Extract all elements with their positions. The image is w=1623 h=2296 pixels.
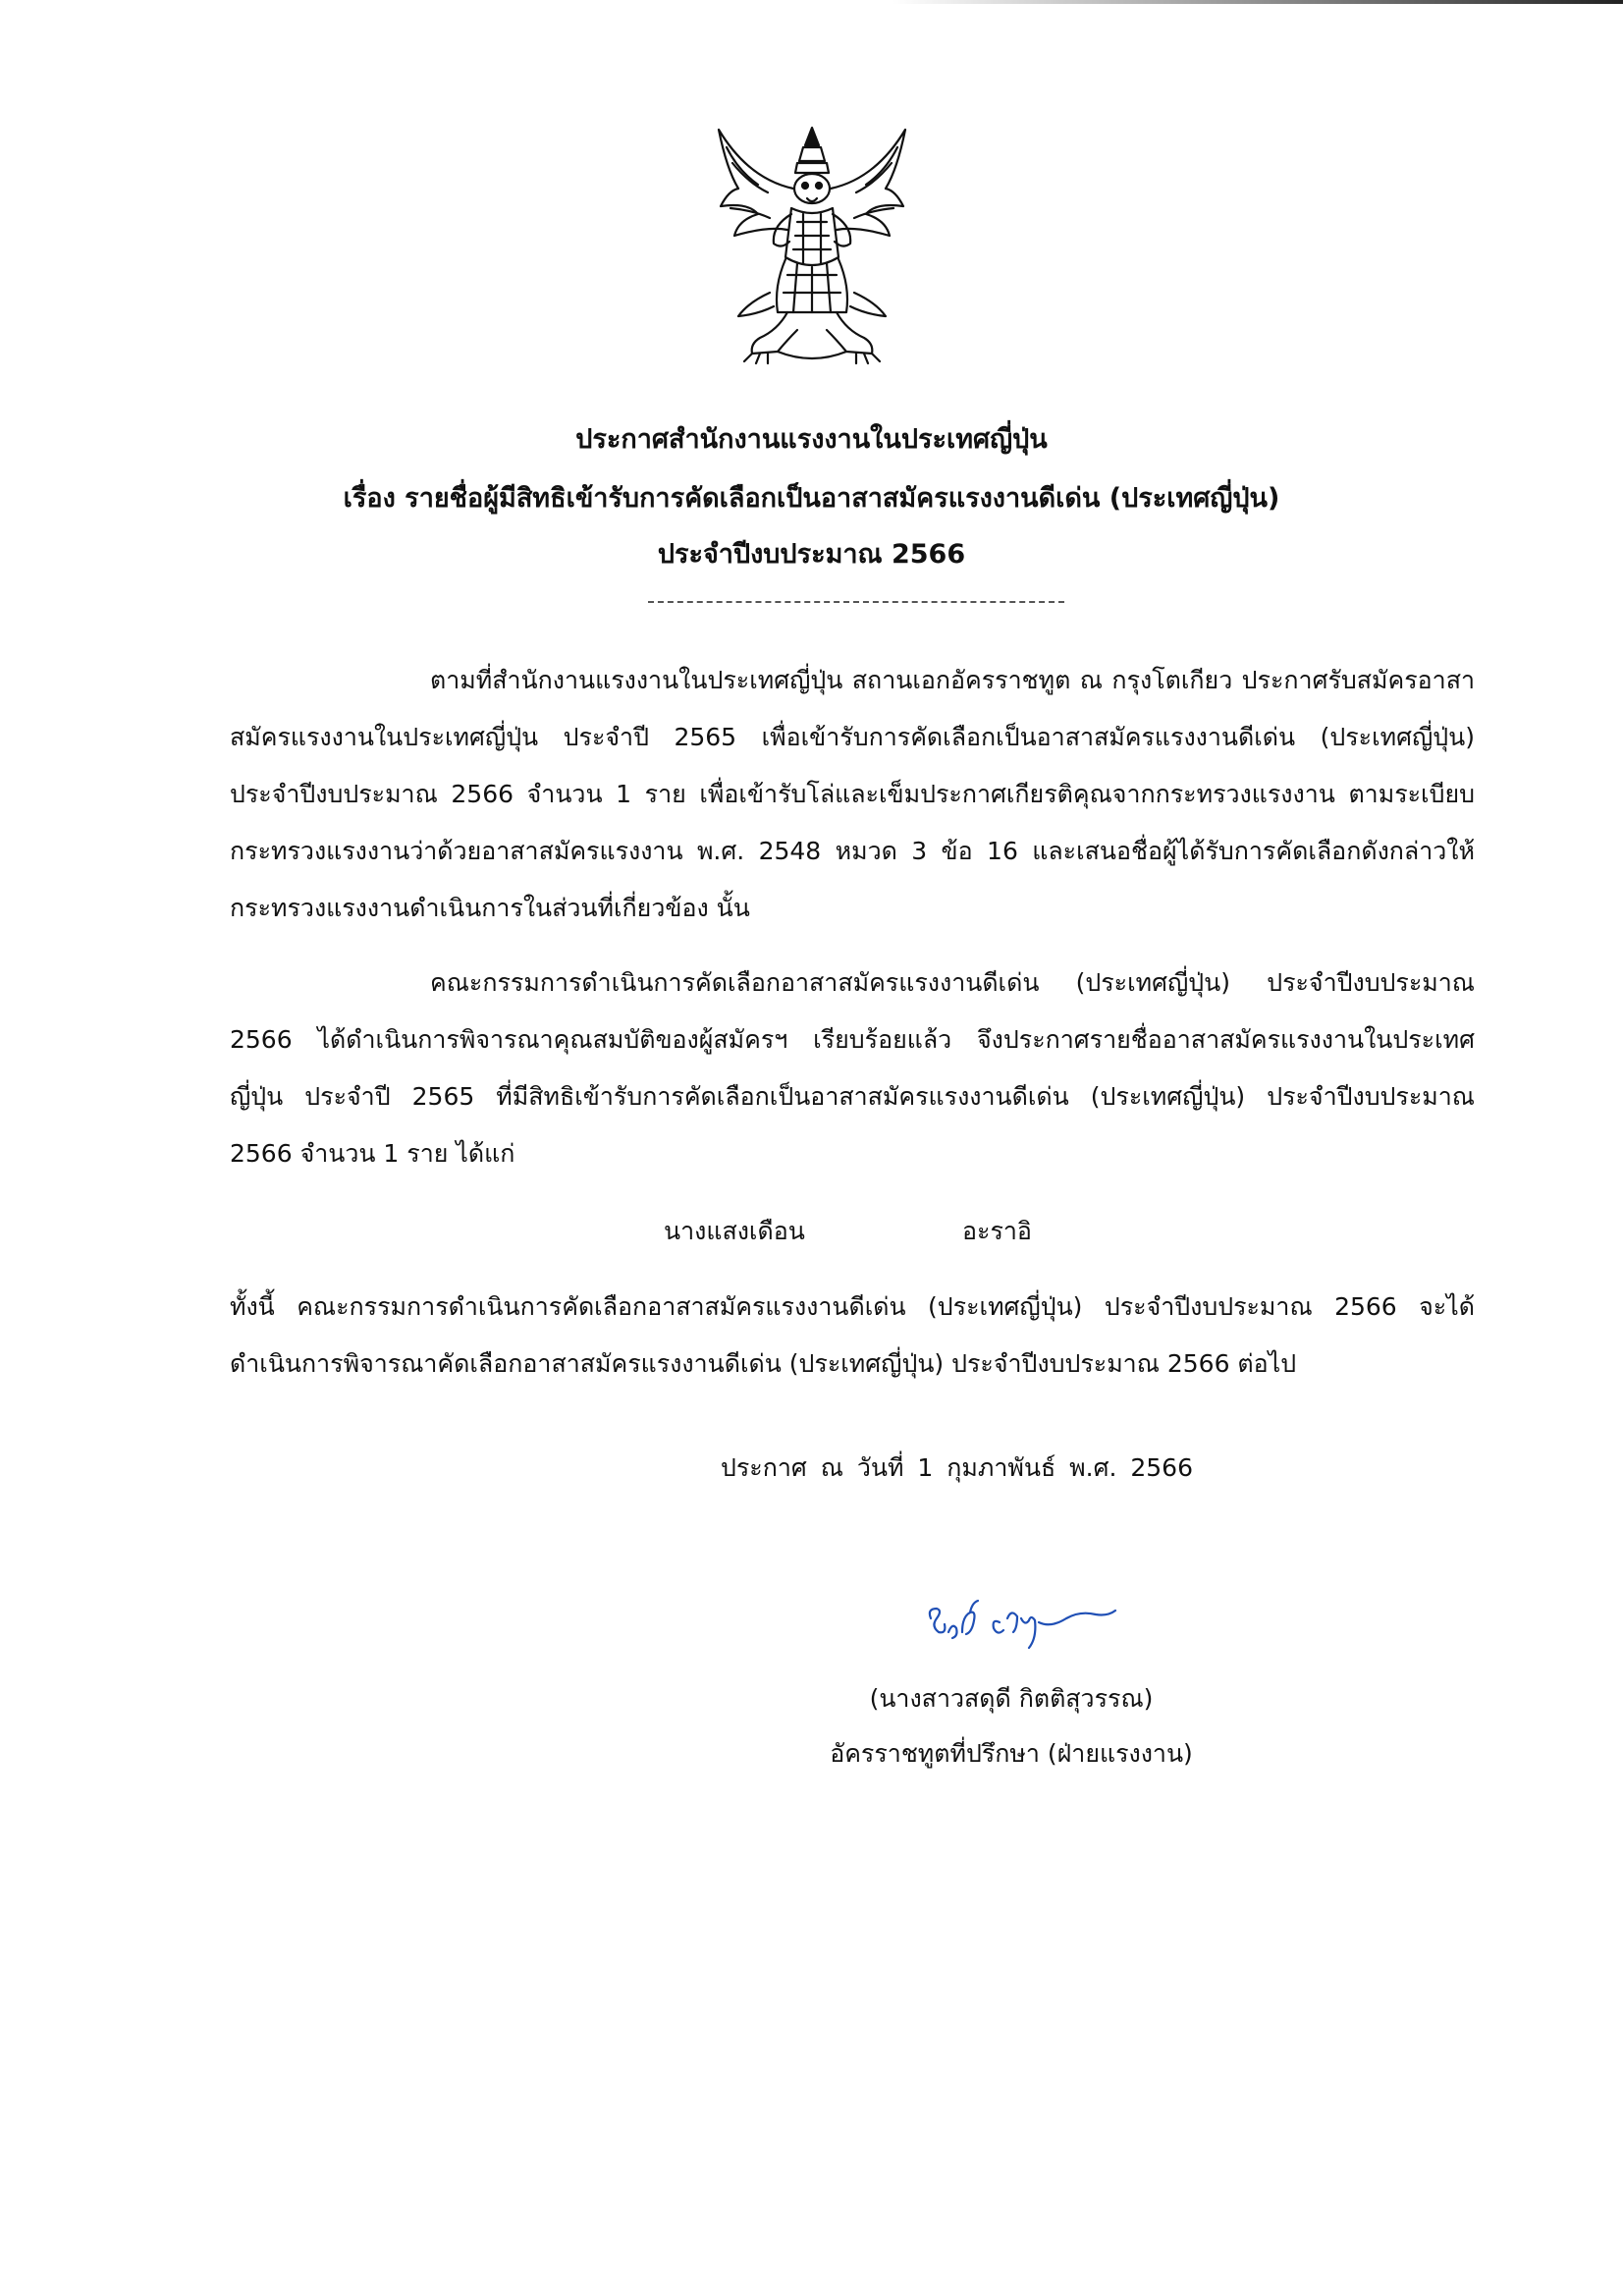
handwritten-signature <box>923 1589 1119 1660</box>
fiscal-year-line: ประจำปีงบประมาณ 2566 <box>657 539 966 570</box>
paragraph-closing: ทั้งนี้ คณะกรรมการดำเนินการคัดเลือกอาสาสมัครแรงงานดีเด่น (ประเทศญี่ปุ่น) ประจำปีงบประมาณ 2566 จะได้ดำเนินการพิจารณาคัดเลือกอาสาสมัครแรงงานดีเด่น (ประเทศญี่ปุ่น) ประจำปีงบประมาณ 2566 ต่อไป <box>230 1292 1475 1378</box>
garuda-emblem-icon <box>709 120 915 377</box>
signer-name: (นางสาวสดุดี กิตติสุวรรณ) <box>869 1684 1154 1713</box>
selected-first-name: นางแสงเดือน <box>664 1217 805 1245</box>
announcement-date: ประกาศ ณ วันที่ 1 กุมภาพันธ์ พ.ศ. 2566 <box>721 1453 1193 1482</box>
scan-top-edge <box>0 0 1623 4</box>
paragraph-selection: คณะกรรมการดำเนินการคัดเลือกอาสาสมัครแรงงานดีเด่น (ประเทศญี่ปุ่น) ประจำปีงบประมาณ 2566 ได้ดำเนินการพิจารณาคุณสมบัติของผู้สมัครฯ เรียบร้อยแล้ว จึงประกาศรายชื่ออาสาสมัครแรงงานในประเทศญี่ปุ่น ประจำปี 2565 ที่มีสิทธิเข้ารับการคัดเลือกเป็นอาสาสมัครแรงงานดีเด่น (ประเทศญี่ปุ่น) ประจำปีงบประมาณ 2566 จำนวน 1 ราย ได้แก่ <box>230 968 1475 1168</box>
paragraph-background: ตามที่สำนักงานแรงงานในประเทศญี่ปุ่น สถานเอกอัครราชทูต ณ กรุงโตเกียว ประกาศรับสมัครอาสาสมัครแรงงานในประเทศญี่ปุ่น ประจำปี 2565 เพื่อเข้ารับการคัดเลือกเป็นอาสาสมัครแรงงานดีเด่น (ประเทศญี่ปุ่น) ประจำปีงบประมาณ 2566 จำนวน 1 ราย เพื่อเข้ารับโล่และเข็มประกาศเกียรติคุณจากกระทรวงแรงงาน ตามระเบียบกระทรวงแรงงานว่าด้วยอาสาสมัครแรงงาน พ.ศ. 2548 หมวด 3 ข้อ 16 และเสนอชื่อผู้ได้รับการคัดเลือกดังกล่าวให้กระทรวงแรงงานดำเนินการในส่วนที่เกี่ยวข้อง นั้น <box>230 666 1475 922</box>
announcement-subject: เรื่อง รายชื่อผู้มีสิทธิเข้ารับการคัดเลือกเป็นอาสาสมัครแรงงานดีเด่น (ประเทศญี่ปุ่น) <box>343 483 1280 514</box>
announcement-title: ประกาศสำนักงานแรงงานในประเทศญี่ปุ่น <box>575 424 1048 455</box>
selected-last-name: อะราอิ <box>962 1217 1032 1245</box>
signer-position: อัครราชทูตที่ปรึกษา (ฝ่ายแรงงาน) <box>830 1739 1193 1768</box>
header-divider <box>648 601 1064 603</box>
